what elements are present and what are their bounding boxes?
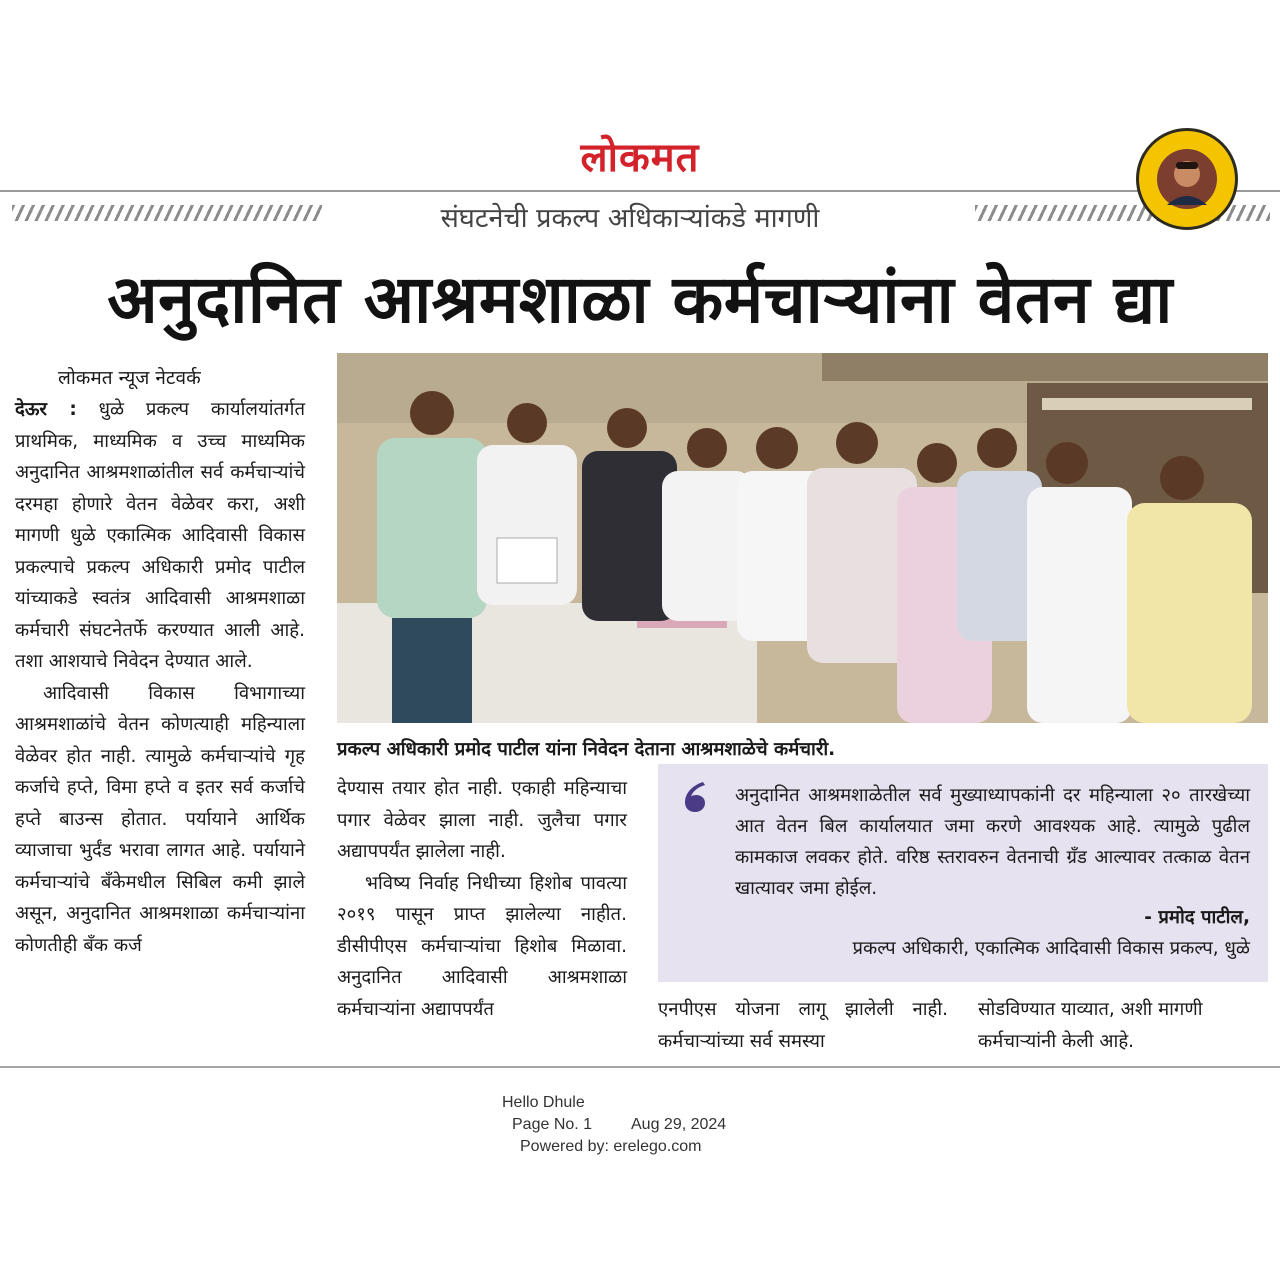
paragraph-3: देण्यास तयार होत नाही. एकाही महिन्याचा पगार वेळेवर झाला नाही. जुलैचा पगार अद्यापपर्यंत झालेला नाही. xyxy=(337,778,627,862)
paragraph-2: आदिवासी विकास विभागाच्या आश्रमशाळांचे वेतन कोणत्याही महिन्याला वेळेवर होत नाही. त्यामुळे कर्मचाऱ्यांचे गृह कर्जाचे हप्ते, विमा हप्ते व इतर सर्व कर्जाचे हप्ते बाउन्स होतात. पर्यायाने आर्थिक व्याजाचा भुर्दंड भरावा लागत आहे. पर्यायाने कर्मचाऱ्यांचे बँकेमधील सिबिल कमी झाले असून, अनुदानित आश्रमशाळा कर्मचाऱ्यांना कोणतीही बँक कर्ज xyxy=(15,682,305,956)
article-column-4 xyxy=(978,994,1268,1057)
quote-text: अनुदानित आश्रमशाळेतील सर्व मुख्याध्यापकांनी दर महिन्याला २० तारखेच्या आत वेतन बिल कार्यालयात जमा करणे आवश्यक आहे. त्यामुळे पुढील कामकाज लवकर होते. वरिष्ठ स्तरावरुन वेतनाची ग्रँड आल्यावर तत्काळ वेतन खात्यावर जमा होईल. xyxy=(735,785,1250,899)
article-column-3 xyxy=(658,994,948,1057)
masthead-rule xyxy=(0,190,1280,192)
dateline: देऊर : xyxy=(15,399,77,420)
paragraph-6: सोडविण्यात याव्यात, अशी मागणी कर्मचाऱ्यांनी केली आहे. xyxy=(978,999,1203,1052)
headline: अनुदानित आश्रमशाळा कर्मचाऱ्यांना वेतन द्या xyxy=(107,261,1173,338)
kicker: संघटनेची प्रकल्प अधिकाऱ्यांकडे मागणी xyxy=(440,203,820,234)
paragraph-5: एनपीएस योजना लागू झालेली नाही. कर्मचाऱ्यांच्या सर्व समस्या xyxy=(658,999,948,1052)
group-photo-illustration xyxy=(337,353,1268,723)
paragraph-4: भविष्य निर्वाह निधीच्या हिशोब पावत्या २०१९ पासून प्राप्त झालेल्या नाहीत. डीसीपीएस कर्मचाऱ्यांचा हिशोब मिळावा. अनुदानित आदिवासी आश्रमशाळा कर्मचाऱ्यांना अद्यापपर्यंत xyxy=(337,872,627,1020)
quote-role: प्रकल्प अधिकारी, एकात्मिक आदिवासी विकास प्रकल्प, धुळे xyxy=(852,938,1250,959)
footer-page-number: Page No. 1 xyxy=(512,1116,593,1133)
footer-edition: Hello Dhule xyxy=(502,1094,585,1111)
badge-portrait-icon xyxy=(1139,131,1235,227)
quote-mark-icon xyxy=(681,780,711,814)
footer-date: Aug 29, 2024 xyxy=(631,1116,727,1133)
masthead-logo: लोकमत xyxy=(580,134,700,181)
byline: लोकमत न्यूज नेटवर्क xyxy=(58,367,201,389)
lead-paragraph: धुळे प्रकल्प कार्यालयांतर्गत प्राथमिक, माध्यमिक व उच्च माध्यमिक अनुदानित आश्रमशाळांतील सर्व कर्मचाऱ्यांचे दरमहा होणारे वेतन वेळेवर करा, अशी मागणी धुळे एकात्मिक आदिवासी विकास प्रकल्पाचे प्रकल्प अधिकारी प्रमोद पाटील यांच्याकडे स्वतंत्र आदिवासी आश्रमशाळा कर्मचारी संघटनेतर्फे करण्यात आली आहे. तशा आशयाचे निवेदन देण्यात आले. xyxy=(15,399,305,672)
bottom-rule xyxy=(0,1066,1280,1068)
profile-badge xyxy=(1136,128,1238,230)
kicker-hatch-left xyxy=(12,205,322,221)
footer-powered-by: Powered by: erelego.com xyxy=(520,1138,702,1155)
article-column-2 xyxy=(337,773,627,1025)
quote-author: - प्रमोद पाटील, xyxy=(1144,907,1250,928)
photo-caption: प्रकल्प अधिकारी प्रमोद पाटील यांना निवेदन देताना आश्रमशाळेचे कर्मचारी. xyxy=(337,739,836,760)
news-photo xyxy=(337,353,1268,723)
article-column-1 xyxy=(15,394,305,961)
